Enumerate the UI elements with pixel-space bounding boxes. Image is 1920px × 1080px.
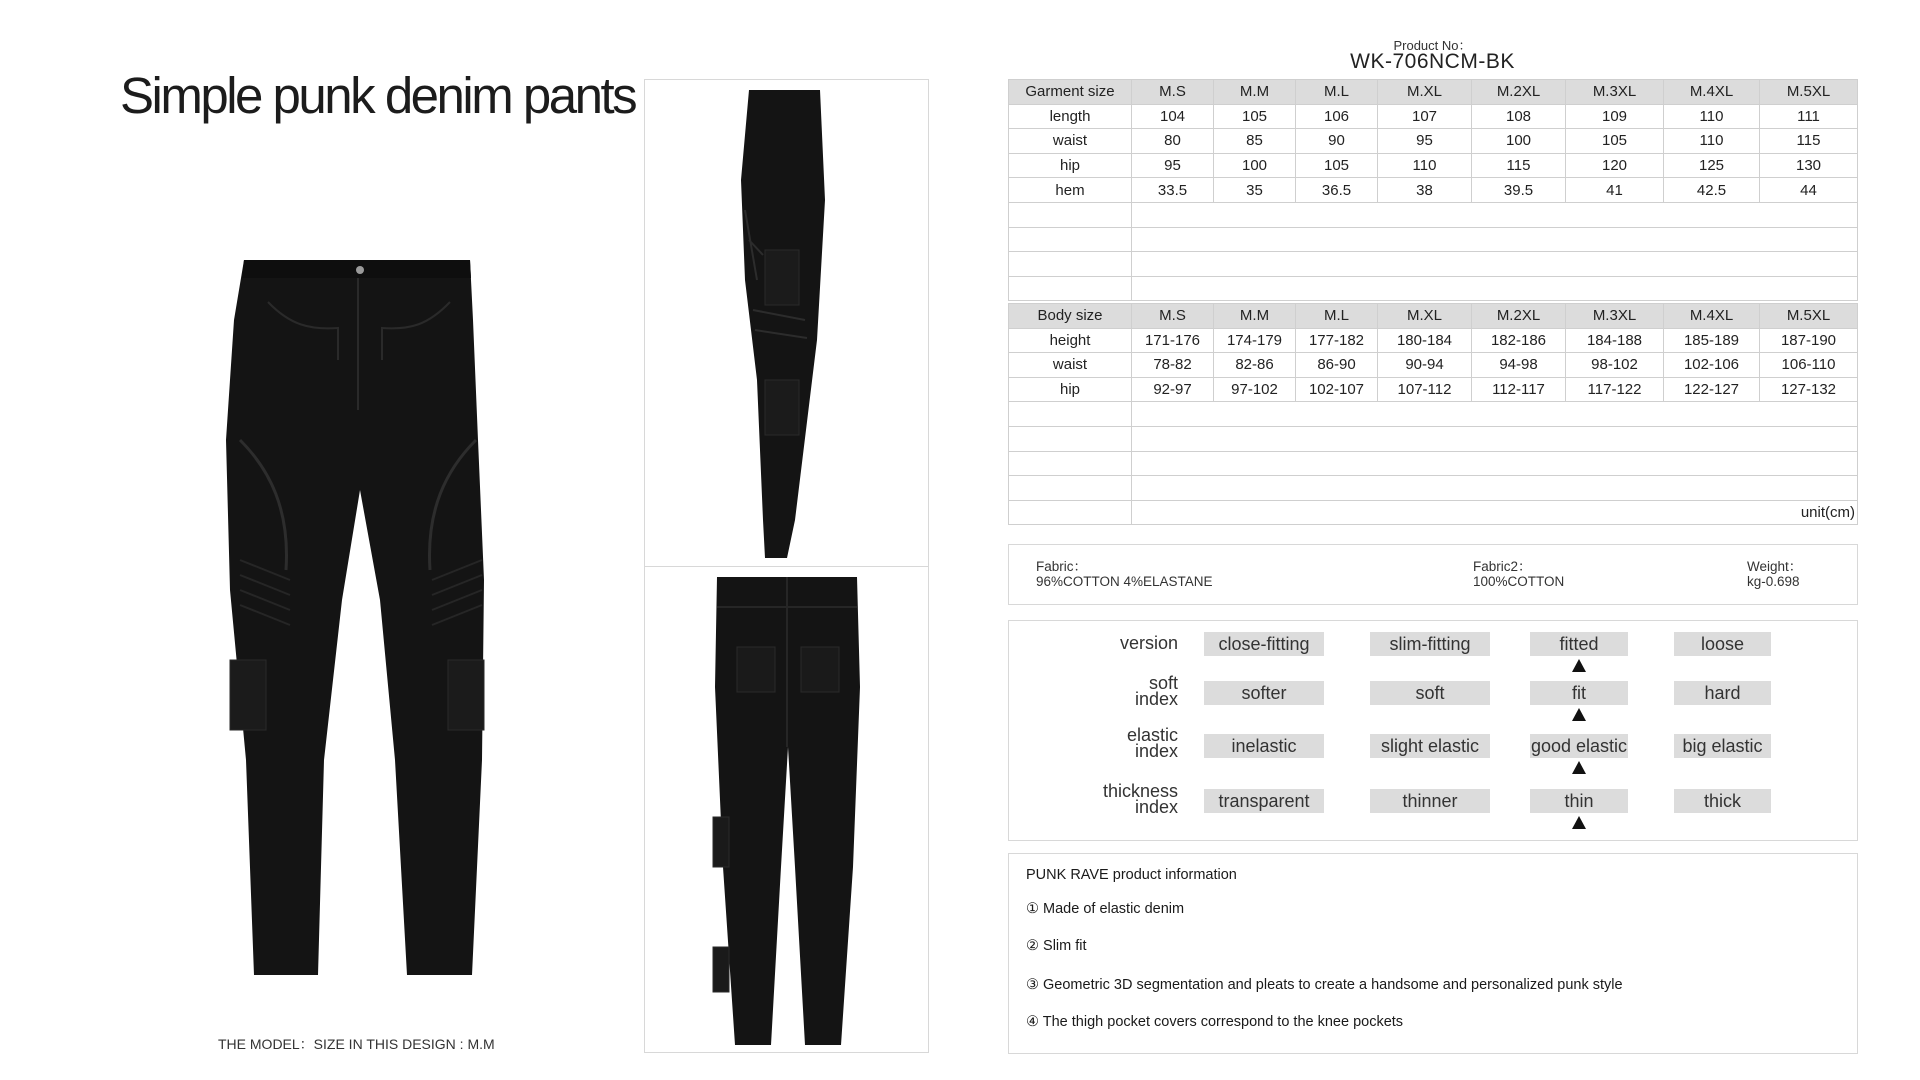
fit-scales-box [1008, 620, 1858, 841]
thickness-option: thinner [1370, 789, 1490, 813]
table-cell: 125 [1664, 153, 1760, 178]
header-cell: M.M [1214, 304, 1296, 329]
table-cell: 38 [1378, 178, 1472, 203]
header-cell: M.2XL [1472, 80, 1566, 105]
header-cell: M.5XL [1760, 304, 1858, 329]
elastic-option-selected: good elastic [1530, 736, 1628, 756]
table-cell: 82-86 [1214, 353, 1296, 378]
table-cell: 105 [1566, 129, 1664, 154]
row-label: length [1009, 104, 1132, 129]
table-cell: 115 [1760, 129, 1858, 154]
table-cell: 112-117 [1472, 377, 1566, 402]
soft-option: soft [1370, 681, 1490, 705]
version-option: close-fitting [1204, 632, 1324, 656]
table-cell: 41 [1566, 178, 1664, 203]
elastic-option: slight elastic [1370, 734, 1490, 758]
header-cell: M.S [1132, 304, 1214, 329]
table-cell: 105 [1214, 104, 1296, 129]
table-cell: 115 [1472, 153, 1566, 178]
product-number-label: Product No： [1393, 38, 1472, 53]
table-cell: 171-176 [1132, 328, 1214, 353]
soft-label-line2: index [1134, 689, 1178, 709]
table-cell: 85 [1214, 129, 1296, 154]
info-item: ③ Geometric 3D segmentation and pleats to create a handsome and personalized punk style [1026, 977, 1623, 993]
table-cell: 107 [1378, 104, 1472, 129]
empty-row [1009, 426, 1858, 451]
product-number: WK-706NCM-BK [1350, 50, 1515, 73]
row-label: hem [1009, 178, 1132, 203]
table-cell: 120 [1566, 153, 1664, 178]
table-cell: 95 [1132, 153, 1214, 178]
table-cell: 95 [1378, 129, 1472, 154]
soft-option: softer [1204, 681, 1324, 705]
soft-label-line1: soft [1148, 673, 1178, 693]
back-view-photo [644, 566, 929, 1053]
elastic-label-line2: index [1134, 741, 1178, 761]
empty-row [1009, 276, 1858, 301]
body-header-row [1009, 304, 1858, 329]
model-size-note: THE MODEL：SIZE IN THIS DESIGN : M.M [218, 1036, 495, 1052]
thickness-option: thick [1674, 789, 1771, 813]
table-cell: 98-102 [1566, 353, 1664, 378]
garment-header-row [1009, 80, 1858, 105]
table-row [1009, 377, 1858, 402]
table-cell: 102-107 [1296, 377, 1378, 402]
table-row [1009, 353, 1858, 378]
elastic-index-label [1059, 727, 1178, 759]
selected-marker-icon [1572, 816, 1586, 829]
table-cell: 184-188 [1566, 328, 1664, 353]
soft-option-selected: fit [1530, 681, 1628, 705]
info-heading: PUNK RAVE product information [1026, 867, 1237, 883]
table-cell: 36.5 [1296, 178, 1378, 203]
table-cell: 35 [1214, 178, 1296, 203]
elastic-option: inelastic [1204, 734, 1324, 758]
thickness-index-label [1059, 783, 1178, 815]
table-cell: 94-98 [1472, 353, 1566, 378]
table-cell: 86-90 [1296, 353, 1378, 378]
header-cell: M.XL [1378, 80, 1472, 105]
header-cell: M.S [1132, 80, 1214, 105]
empty-row [1009, 202, 1858, 227]
empty-row [1009, 451, 1858, 476]
version-option-selected: fitted [1530, 632, 1628, 656]
table-row [1009, 178, 1858, 203]
row-label: waist [1009, 129, 1132, 154]
table-cell: 108 [1472, 104, 1566, 129]
table-cell: 130 [1760, 153, 1858, 178]
header-cell: Garment size [1009, 80, 1132, 105]
body-size-table [1008, 303, 1858, 525]
thickness-option-selected: thin [1530, 789, 1628, 813]
table-cell: 33.5 [1132, 178, 1214, 203]
header-cell: M.3XL [1566, 80, 1664, 105]
unit-row [1009, 500, 1858, 525]
table-cell: 107-112 [1378, 377, 1472, 402]
table-cell: 177-182 [1296, 328, 1378, 353]
table-cell: 122-127 [1664, 377, 1760, 402]
table-cell: 100 [1214, 153, 1296, 178]
info-item: ② Slim fit [1026, 938, 1087, 954]
table-cell: 182-186 [1472, 328, 1566, 353]
unit-label: unit(cm) [1132, 500, 1858, 525]
version-option: slim-fitting [1370, 632, 1490, 656]
header-cell: M.2XL [1472, 304, 1566, 329]
table-cell: 110 [1664, 104, 1760, 129]
table-cell: 78-82 [1132, 353, 1214, 378]
table-cell: 106-110 [1760, 353, 1858, 378]
version-label: version [1119, 633, 1178, 653]
header-cell: Body size [1009, 304, 1132, 329]
table-cell: 42.5 [1664, 178, 1760, 203]
table-cell: 117-122 [1566, 377, 1664, 402]
table-cell: 90-94 [1378, 353, 1472, 378]
table-cell: 102-106 [1664, 353, 1760, 378]
selected-marker-icon [1572, 761, 1586, 774]
table-cell: 106 [1296, 104, 1378, 129]
table-cell: 97-102 [1214, 377, 1296, 402]
table-cell: 109 [1566, 104, 1664, 129]
selected-marker-icon [1572, 659, 1586, 672]
table-row [1009, 328, 1858, 353]
row-label: waist [1009, 353, 1132, 378]
row-label: hip [1009, 377, 1132, 402]
soft-index-label [1059, 675, 1178, 707]
header-cell: M.3XL [1566, 304, 1664, 329]
product-info-box [1008, 853, 1858, 1054]
side-view-photo [644, 79, 929, 567]
elastic-label-line1: elastic [1126, 725, 1178, 745]
table-cell: 80 [1132, 129, 1214, 154]
thickness-option: transparent [1204, 789, 1324, 813]
table-cell: 92-97 [1132, 377, 1214, 402]
table-cell: 90 [1296, 129, 1378, 154]
garment-size-table [1008, 79, 1858, 301]
fabric1-value: 96%COTTON 4%ELASTANE [1036, 574, 1213, 589]
table-cell: 100 [1472, 129, 1566, 154]
table-row [1009, 129, 1858, 154]
front-view-photo [200, 240, 520, 980]
table-row [1009, 153, 1858, 178]
header-cell: M.L [1296, 304, 1378, 329]
fabric2-value: 100%COTTON [1473, 574, 1565, 589]
table-cell: 104 [1132, 104, 1214, 129]
header-cell: M.4XL [1664, 80, 1760, 105]
table-row [1009, 104, 1858, 129]
table-cell: 111 [1760, 104, 1858, 129]
info-item: ④ The thigh pocket covers correspond to the knee pockets [1026, 1014, 1404, 1030]
weight-value: kg-0.698 [1747, 574, 1800, 589]
table-cell: 44 [1760, 178, 1858, 203]
table-cell: 180-184 [1378, 328, 1472, 353]
elastic-option: big elastic [1674, 734, 1771, 758]
table-cell: 110 [1664, 129, 1760, 154]
header-cell: M.XL [1378, 304, 1472, 329]
empty-row [1009, 402, 1858, 427]
thickness-label-line1: thickness [1102, 781, 1178, 801]
empty-row [1009, 227, 1858, 252]
header-cell: M.4XL [1664, 304, 1760, 329]
header-cell: M.5XL [1760, 80, 1858, 105]
table-cell: 127-132 [1760, 377, 1858, 402]
row-label: hip [1009, 153, 1132, 178]
version-option: loose [1674, 632, 1771, 656]
fabric-info-box [1008, 544, 1858, 605]
fabric1-label: Fabric： [1036, 559, 1088, 574]
header-cell: M.L [1296, 80, 1378, 105]
weight-label: Weight： [1747, 559, 1803, 574]
row-label: height [1009, 328, 1132, 353]
fabric2-label: Fabric2： [1473, 559, 1532, 574]
selected-marker-icon [1572, 708, 1586, 721]
page-title: Simple punk denim pants [120, 67, 636, 124]
soft-option: hard [1674, 681, 1771, 705]
table-cell: 185-189 [1664, 328, 1760, 353]
header-cell: M.M [1214, 80, 1296, 105]
info-item: ① Made of elastic denim [1026, 901, 1185, 917]
empty-row [1009, 476, 1858, 501]
table-cell: 174-179 [1214, 328, 1296, 353]
table-cell: 187-190 [1760, 328, 1858, 353]
thickness-label-line2: index [1134, 797, 1178, 817]
table-cell: 105 [1296, 153, 1378, 178]
table-cell: 39.5 [1472, 178, 1566, 203]
table-cell: 110 [1378, 153, 1472, 178]
empty-row [1009, 252, 1858, 277]
